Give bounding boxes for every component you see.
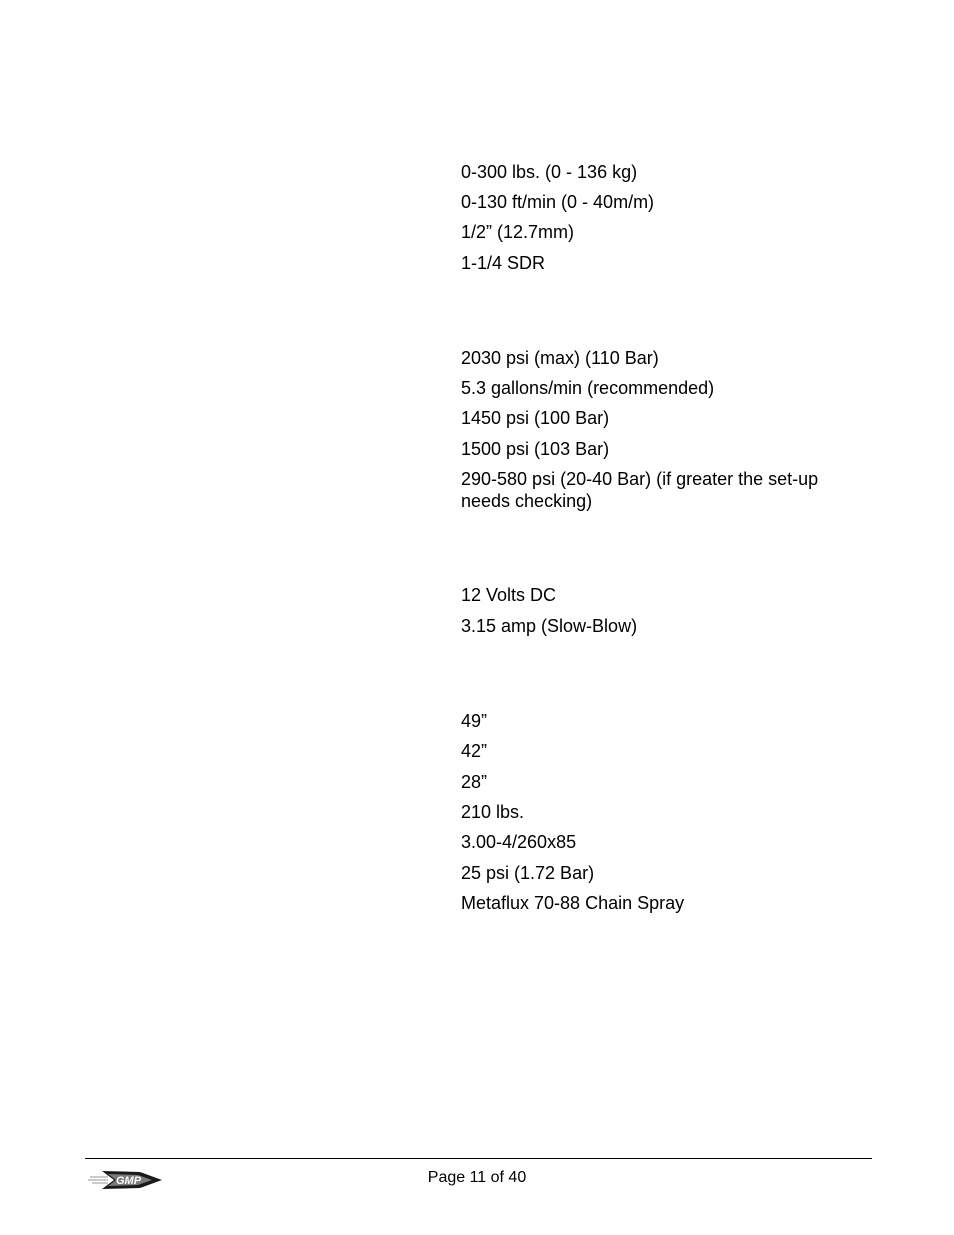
spec-value: Metaflux 70-88 Chain Spray: [461, 893, 685, 913]
spec-value: 2030 psi (max) (110 Bar): [461, 348, 659, 368]
spec-value: 1500 psi (103 Bar): [461, 439, 610, 459]
spec-value: 3.00-4/260x85: [461, 832, 577, 852]
spec-value: 42”: [461, 741, 488, 761]
spec-value: 290-580 psi (20-40 Bar) (if greater the set-up needs checking): [461, 469, 819, 511]
spec-value: 1-1/4 SDR: [461, 253, 546, 273]
spec-value: 1/2” (12.7mm): [461, 222, 575, 242]
spec-value: 25 psi (1.72 Bar): [461, 863, 595, 883]
spec-value: 5.3 gallons/min (recommended): [461, 378, 715, 398]
footer-divider: [85, 1158, 872, 1159]
spec-value: 3.15 amp (Slow-Blow): [461, 616, 638, 636]
spec-value: 1450 psi (100 Bar): [461, 408, 610, 428]
spec-value: 0-300 lbs. (0 - 136 kg): [461, 162, 638, 182]
logo-text: GMP: [116, 1175, 142, 1187]
spec-value: 49”: [461, 711, 488, 731]
spec-value: 0-130 ft/min (0 - 40m/m): [461, 192, 655, 212]
spec-value: 210 lbs.: [461, 802, 525, 822]
spec-value: 12 Volts DC: [461, 585, 557, 605]
page-number: Page 11 of 40: [427, 1169, 527, 1186]
spec-value: 28”: [461, 772, 488, 792]
